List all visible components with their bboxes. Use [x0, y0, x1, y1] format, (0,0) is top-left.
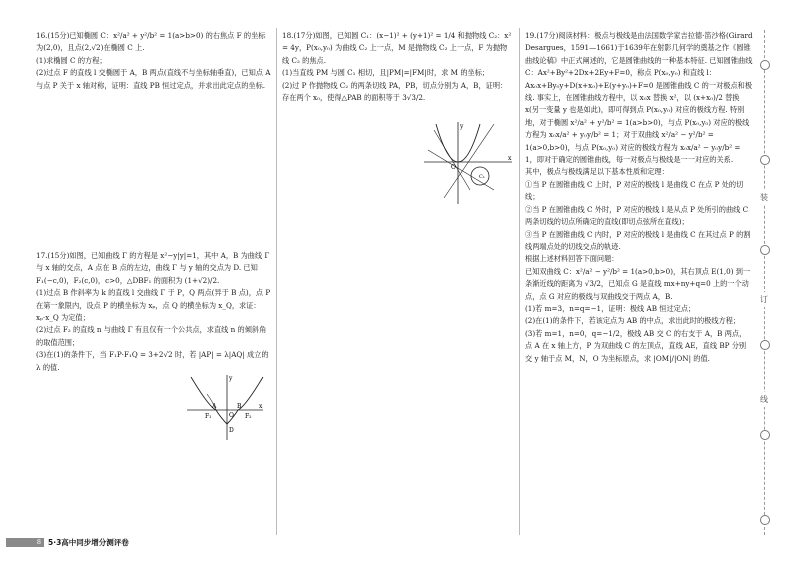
- binding-hole: [760, 60, 770, 70]
- label-O: O: [451, 164, 456, 171]
- label-O: O: [229, 412, 234, 419]
- q17-figure: [185, 372, 265, 442]
- column-left-lower: [36, 250, 272, 374]
- binding-char-xian: 线: [760, 392, 768, 407]
- binding-line: [764, 30, 765, 535]
- page-number: 8: [6, 538, 44, 547]
- q19-part1: (1)若 m=3，n=q=−1，证明：极线 AB 恒过定点；: [525, 303, 696, 313]
- column-right: [525, 30, 753, 365]
- question-16: [36, 30, 272, 92]
- binding-hole: [760, 155, 770, 165]
- label-A: A: [212, 403, 217, 410]
- q18-stem: 18.(17分)如图，已知圆 C₁：(x−1)² + (y+1)² = 1/4 和抛物线 C₂：x² = 4y，P(x₀,y₀) 为曲线 C₂ 上一点，M 是抛物线 C₂ 上一点，F 为抛物线 C₂ 的焦点.: [282, 31, 512, 65]
- column-divider-2: [519, 28, 520, 535]
- q19-part2: (2)在(1)的条件下，若该定点为 AB 的中点，求出此时的极线方程；: [525, 316, 741, 326]
- label-F2: F₂: [245, 413, 252, 420]
- q17-stem: 17.(15分)如图，已知曲线 Γ 的方程是 x²−y|y|=1，其中 A，B 为曲线 Γ 与 x 轴的交点，A 点在 B 点的左边，曲线 Γ 与 y 轴的交点为 D. 已知 F₁(−c,0)，F₂(c,0)，c>0，△DBF₁ 的面积为 (1+√2)/2.: [36, 251, 270, 285]
- binding-hole: [760, 245, 770, 255]
- binding-char-ding: 订: [760, 292, 768, 307]
- tangent-line-1: [428, 150, 494, 190]
- q16-stem: 16.(15分)已知椭圆 C：x²/a² + y²/b² = 1(a>b>0) 的右焦点 F 的坐标为(2,0)，且点(2,√2)在椭圆 C 上.: [36, 31, 266, 53]
- label-B: B: [237, 403, 242, 410]
- q18-figure: [424, 120, 514, 205]
- q19-properties-intro: 其中，极点与极线满足以下基本性质和定理：: [525, 167, 669, 177]
- label-D: D: [229, 427, 234, 434]
- binding-hole: [760, 430, 770, 440]
- page-footer: [6, 537, 129, 547]
- label-C1: C₁: [479, 174, 485, 180]
- q18-part2: (2)过 P 作抛物线 C₂ 的两条切线 PA，PB，切点分别为 A，B，证明：存在两个 x₀，使得△PAB 的面积等于 3√3/2.: [282, 80, 508, 103]
- label-y: y: [460, 123, 464, 130]
- q19-property-3: ③当 P 在圆锥曲线 C 内时，P 对应的极线 l 是曲线 C 在其过点 P 的割线两端点处的切线交点的轨迹.: [525, 229, 751, 251]
- question-19: [525, 30, 753, 365]
- label-x: x: [508, 155, 512, 162]
- q19-property-2: ②当 P 在圆锥曲线 C 外时，P 对应的极线 l 是从点 P 处所引的曲线 C 两条切线的切点所确定的直线(即切点弦所在直线)；: [525, 204, 749, 227]
- book-title: 5·3高中同步增分测评卷: [48, 537, 129, 547]
- question-18: [282, 30, 514, 104]
- question-17: [36, 250, 272, 374]
- label-y: y: [229, 375, 233, 382]
- label-F1: F₁: [205, 413, 212, 420]
- column-middle: [282, 30, 514, 104]
- q17-part2: (2)过点 F₂ 的直线 n 与曲线 Γ 有且仅有一个公共点，求直线 n 的倾斜角的取值范围；: [36, 325, 267, 347]
- q19-given: 已知双曲线 C：x²/a² − y²/b² = 1(a>0,b>0)，其右顶点 E(1,0) 到一条渐近线的距离为 √3/2，已知点 G 是直线 mx+ny+q=0 上的一个动点，点 G 对应的极线与双曲线交于两点 A，B.: [525, 266, 751, 301]
- q19-material: 19.(17分)阅读材料：极点与极线是由法国数学家吉拉德·笛沙格(Girard Desargues，1591—1661)于1639年在射影几何学的奠基之作《圆锥曲线论稿》中正式阐述的，它是圆锥曲线的一种基本特征. 已知圆锥曲线 C：Ax²+By²+2Dx+2Ey+F=0，称点 P(x₀,y₀) 和直线 l：Ax₀x+By₀y+D(x+x₀)+E(y+y₀)+F=0 是圆锥曲线 C 的一对极点和极线. 事实上，在圆锥曲线方程中，以 x₀x 替换 x²，以 (x+x₀)/2 替换 x(另一变量 y 也是如此)，即可得到点 P(x₀,y₀) 对应的极线方程. 特别地，对于椭圆 x²/a² + y²/b² = 1(a>b>0)，与点 P(x₀,y₀) 对应的极线方程为 x₀x/a² + y₀y/b² = 1；对于双曲线 x²/a² − y²/b² = 1(a>0,b>0)，与点 P(x₀,y₀) 对应的极线方程为 x₀x/a² − y₀y/b² = 1，即对于确定的圆锥曲线，每一对极点与极线是一一对应的关系.: [525, 31, 753, 165]
- q16-part1: (1)求椭圆 C 的方程；: [36, 55, 107, 65]
- q18-part1: (1)当直线 PM 与圆 C₁ 相切，且|PM|=|FM|时，求 M 的坐标；: [282, 68, 490, 78]
- column-divider-1: [276, 28, 277, 535]
- column-left: [36, 30, 272, 92]
- binding-hole: [760, 340, 770, 350]
- q19-part3: (3)若 m=1，n=0，q=−1/2，极线 AB 交 C 的右支于 A，B 两点，点 A 在 x 轴上方，P 为双曲线 C 的左顶点，直线 AE，直线 BP 分别交 y 轴于点 M，N，O 为坐标原点，求 |OM|/|ON| 的值.: [525, 328, 747, 363]
- binding-hole: [760, 515, 770, 525]
- label-x: x: [259, 403, 263, 410]
- q19-property-1: ①当 P 在圆锥曲线 C 上时，P 对应的极线 l 是曲线 C 在点 P 处的切线；: [525, 179, 744, 202]
- tangent-line-2: [444, 124, 494, 198]
- q19-prompt: 根据上述材料回答下面问题：: [525, 254, 619, 264]
- q16-part2: (2)过点 F 的直线 l 交椭圆于 A，B 两点(直线不与坐标轴垂直)，已知点 A 与点 P 关于 x 轴对称，证明：直线 PB 恒过定点，并求出此定点的坐标.: [36, 68, 271, 90]
- q17-part3: (3)在(1)的条件下，当 F₁P·F₁Q = 3+2√2 时，若 |AP| = λ|AQ| 成立的 λ 的值.: [36, 350, 269, 372]
- binding-char-zhuang: 装: [760, 190, 768, 205]
- tangent-line-3: [434, 130, 470, 190]
- q17-part1: (1)过点 B 作斜率为 k 的直线 l 交曲线 Γ 于 P，Q 两点(异于 B 点)，点 P 在第一象限内，设点 P 的横坐标为 xₚ，点 Q 的横坐标为 x_Q，求证：xₚ·x_Q 为定值；: [36, 288, 271, 323]
